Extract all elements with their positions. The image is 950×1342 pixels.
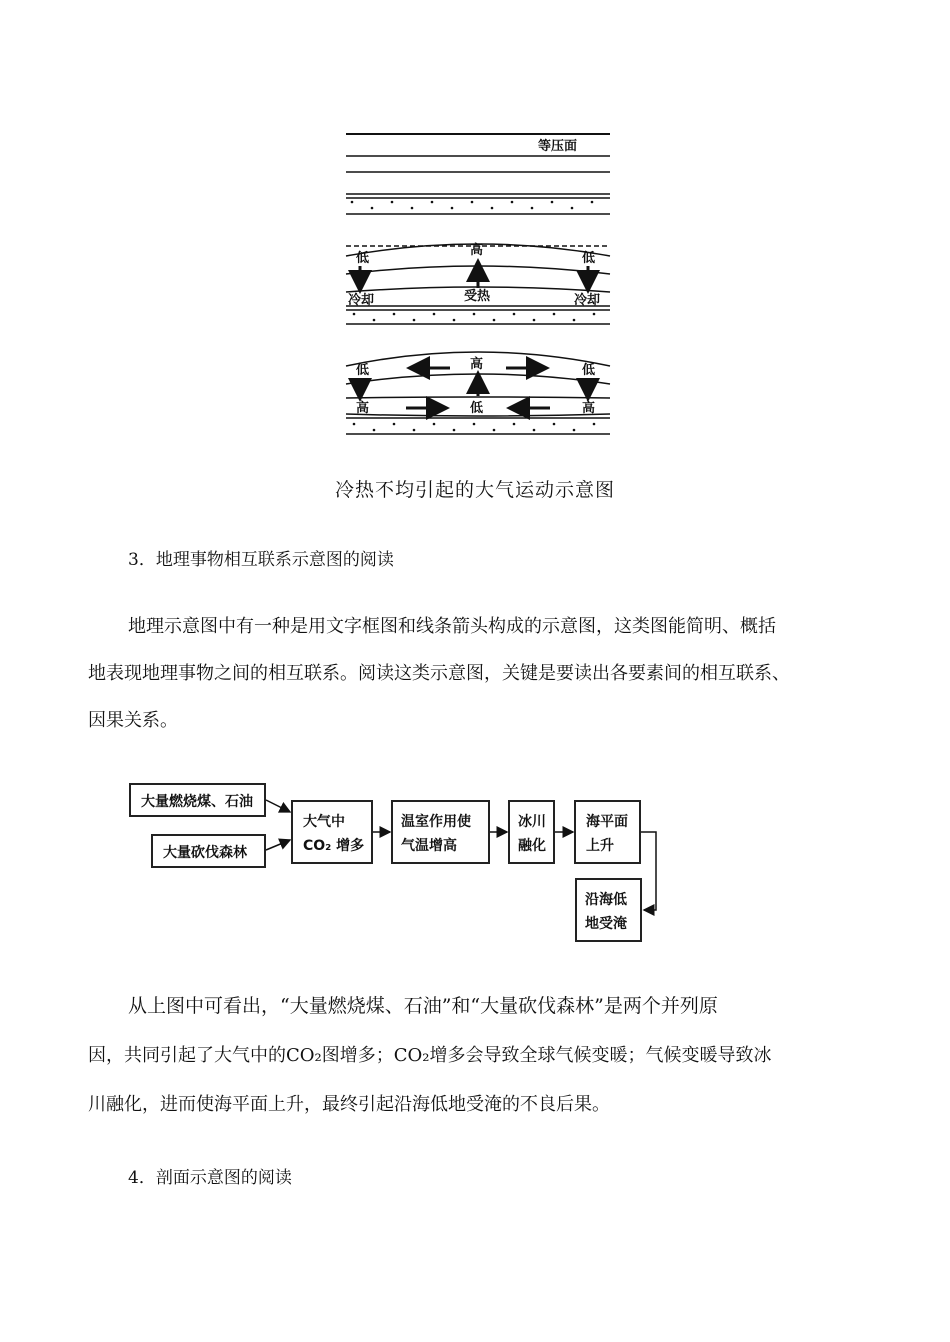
ground-dots	[351, 201, 594, 210]
section3-heading: 3．地理事物相互联系示意图的阅读	[128, 550, 394, 570]
box-greenhouse-line2: 气温增高	[401, 838, 457, 854]
figure-caption: 冷热不均引起的大气运动示意图	[334, 479, 615, 501]
arrow-coal-to-co2	[266, 800, 290, 812]
box-sea-line2: 上升	[586, 838, 614, 854]
box-co2-increase	[291, 800, 373, 864]
section3-intro-line1: 地理示意图中有一种是用文字框图和线条箭头构成的示意图，这类图能简明、概括	[128, 616, 776, 637]
ground-dots-2	[353, 313, 596, 322]
box-sea-line1: 海平面	[586, 814, 628, 830]
box-glacier-melt	[508, 800, 555, 864]
box-deforestation	[151, 834, 266, 868]
box-greenhouse	[391, 800, 490, 864]
panel-circulation	[346, 352, 610, 434]
isobar-label: 等压面	[538, 139, 578, 154]
box-sea-level-rise	[574, 800, 641, 864]
box-glacier-line2: 融化	[518, 838, 546, 854]
cooling-label-left: 冷却	[348, 293, 375, 308]
heating-label: 受热	[464, 289, 491, 304]
box-glacier-line1: 冰川	[518, 814, 546, 830]
explain-line1: 从上图中可看出，“大量燃烧煤、石油”和“大量砍伐森林”是两个并列原	[128, 995, 718, 1017]
high-label-lower-right: 高	[582, 401, 596, 416]
box-coast-line1: 沿海低	[585, 892, 627, 908]
arrow-forest-to-co2	[266, 840, 290, 850]
explain-line3: 川融化，进而使海平面上升，最终引起沿海低地受淹的不良后果。	[88, 1094, 610, 1115]
low-label-upper-left: 低	[356, 363, 370, 378]
high-label-upper: 高	[470, 357, 484, 372]
cooling-label-right: 冷却	[574, 293, 601, 308]
ground-dots-3	[353, 423, 596, 432]
explain-line2: 因，共同引起了大气中的CO₂图增多；CO₂增多会导致全球气候变暖；气候变暖导致冰	[88, 1045, 772, 1066]
low-label-left: 低	[356, 251, 370, 266]
atmosphere-diagram-svg	[340, 128, 612, 448]
box-co2-line2: CO₂ 增多	[303, 838, 365, 854]
low-label-right: 低	[582, 251, 596, 266]
box-greenhouse-line1: 温室作用使	[401, 814, 471, 830]
box-co2-line1: 大气中	[303, 814, 345, 830]
box-coastal-flooding	[575, 878, 642, 942]
atmosphere-diagram	[340, 128, 612, 448]
box-deforestation-text: 大量砍伐森林	[163, 845, 247, 861]
arrow-sea-to-coast	[641, 832, 656, 910]
high-label-center: 高	[470, 243, 484, 258]
section4-heading: 4．剖面示意图的阅读	[128, 1168, 292, 1188]
box-burning-coal-oil	[129, 783, 266, 817]
panel-uniform	[346, 134, 610, 214]
box-burning-coal-oil-text: 大量燃烧煤、石油	[141, 794, 253, 810]
section3-intro-line2: 地表现地理事物之间的相互联系。阅读这类示意图，关键是要读出各要素间的相互联系、	[88, 663, 790, 684]
high-label-lower-left: 高	[356, 401, 370, 416]
low-label-lower: 低	[470, 401, 484, 416]
section3-intro-line3: 因果关系。	[88, 710, 178, 731]
box-coast-line2: 地受淹	[585, 916, 627, 932]
panel-vertical	[346, 242, 610, 324]
low-label-upper-right: 低	[582, 363, 596, 378]
